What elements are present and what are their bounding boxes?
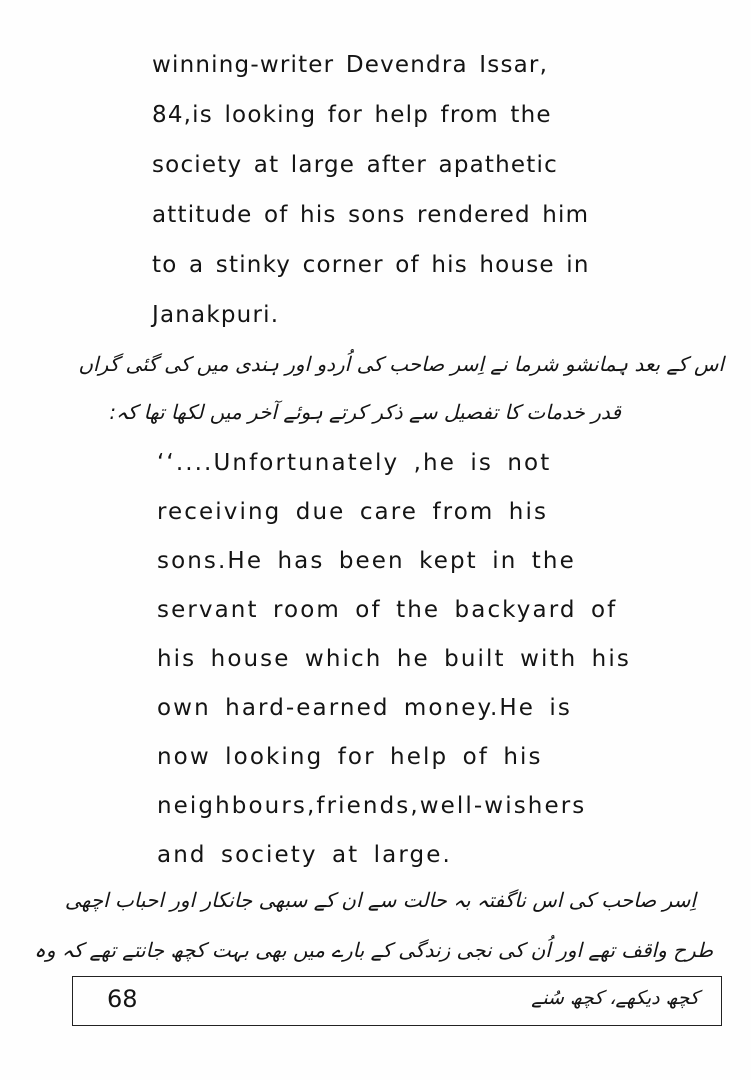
urdu-line: اِسر صاحب کی اس ناگفتہ بہ حالت سے ان کے سبھی جانکار اور احباب اچھی (64, 888, 696, 912)
text-line: to a stinky corner of his house in (152, 252, 590, 278)
quote-line: sons.He has been kept in the (157, 548, 576, 574)
quote-line: receiving due care from his (157, 499, 549, 525)
text-line: 84,is looking for help from the (152, 102, 552, 128)
text-line: Janakpuri. (152, 302, 280, 328)
quote-line: ‘‘....Unfortunately ,he is not (157, 450, 552, 476)
text-line: society at large after apathetic (152, 152, 558, 178)
book-title: کچھ دیکھے، کچھ سُنے (531, 987, 699, 1009)
quote-line: servant room of the backyard of (157, 597, 618, 623)
page-footer (72, 976, 722, 1026)
page-number: 68 (107, 985, 138, 1013)
text-line: winning-writer Devendra Issar, (152, 52, 549, 78)
text-line: attitude of his sons rendered him (152, 202, 590, 228)
quote-line: own hard-earned money.He is (157, 695, 573, 721)
urdu-line: قدر خدمات کا تفصیل سے ذکر کرتے ہوئے آخر میں لکھا تھا کہ: (109, 400, 621, 424)
quote-line: neighbours,friends,well-wishers (157, 793, 587, 819)
quote-line: and society at large. (157, 842, 452, 868)
urdu-line: اس کے بعد ہمانشو شرما نے اِسر صاحب کی اُردو اور ہندی میں کی گئی گراں (78, 352, 724, 376)
quote-line: his house which he built with his (157, 646, 631, 672)
urdu-line: طرح واقف تھے اور اُن کی نجی زندگی کے بارے میں بھی بہت کچھ جانتے تھے کہ وہ (34, 938, 713, 962)
quote-line: now looking for help of his (157, 744, 543, 770)
